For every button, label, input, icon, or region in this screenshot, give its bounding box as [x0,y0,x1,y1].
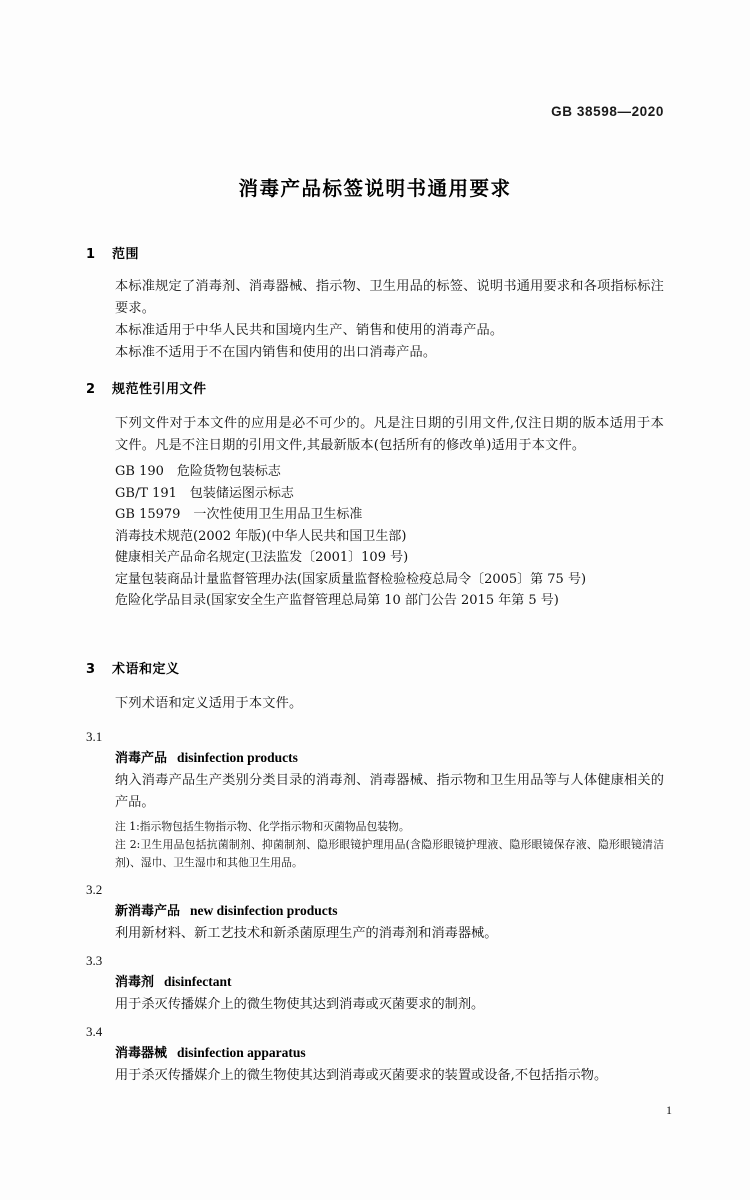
term-name [115,900,664,923]
page-number: 1 [666,1103,672,1117]
section-number: 1 [86,247,96,262]
section-title: 范围 [112,247,140,262]
paragraph: 下列文件对于本文件的应用是必不可少的。凡是注日期的引用文件,仅注日期的版本适用于本文件。凡是不注日期的引用文件,其最新版本(包括所有的修改单)适用于本文件。 [115,416,664,453]
term-name-cn: 消毒器械 [115,1046,168,1061]
reference-item: GB 15979 一次性使用卫生用品卫生标准 [115,507,363,522]
term-name [115,971,664,994]
term-name-en: new disinfection products [190,903,338,918]
section-scope [86,243,664,364]
term-number: 3.1 [86,729,103,744]
term-note: 注 2:卫生用品包括抗菌制剂、抑菌制剂、隐形眼镜护理用品(含隐形眼镜护理液、隐形眼镜保存液、隐形眼镜清洁剂)、湿巾、卫生湿巾和其他卫生用品。 [115,838,664,869]
reference-item: 消毒技术规范(2002 年版)(中华人民共和国卫生部) [115,528,407,544]
paragraph: 本标准规定了消毒剂、消毒器械、指示物、卫生用品的标签、说明书通用要求和各项指标标注要求。 [115,279,664,316]
paragraph: 本标准不适用于不在国内销售和使用的出口消毒产品。 [115,345,437,360]
section-number: 2 [86,382,96,397]
term-name [115,747,664,770]
section-heading [86,658,664,677]
page-title: 消毒产品标签说明书通用要求 [238,177,512,200]
term-definition: 用于杀灭传播媒介上的微生物使其达到消毒或灭菌要求的装置或设备,不包括指示物。 [115,1068,608,1083]
page-content [86,0,672,1200]
term-number: 3.2 [86,882,103,897]
paragraph: 下列术语和定义适用于本文件。 [115,696,303,711]
term-number: 3.3 [86,953,103,968]
reference-item: GB/T 191 包装储运图示标志 [115,485,294,501]
term-name [115,1042,664,1065]
term-number: 3.4 [86,1024,103,1039]
term-name-cn: 新消毒产品 [115,904,181,919]
reference-item: 健康相关产品命名规定(卫法监发〔2001〕109 号) [115,550,409,565]
term-name-en: disinfection apparatus [177,1045,306,1060]
term-name-en: disinfection products [177,750,298,765]
reference-item: 定量包装商品计量监督管理办法(国家质量监督检验检疫总局令〔2005〕第 75 号) [115,571,587,587]
section-title: 术语和定义 [112,662,180,677]
section-number: 3 [86,662,96,677]
term-name-cn: 消毒产品 [115,751,168,766]
section-heading [86,243,664,262]
section-terms-definitions [86,658,664,1087]
section-heading [86,378,664,397]
standard-number: GB 38598—2020 [551,104,664,119]
section-title: 规范性引用文件 [112,382,207,397]
reference-item: 危险化学品目录(国家安全生产监督管理总局第 10 部门公告 2015 年第 5 号) [115,593,559,608]
term-note: 注 1:指示物包括生物指示物、化学指示物和灭菌物品包装物。 [115,820,410,833]
term-definition: 利用新材料、新工艺技术和新杀菌原理生产的消毒剂和消毒器械。 [115,926,498,941]
paragraph: 本标准适用于中华人民共和国境内生产、销售和使用的消毒产品。 [115,323,504,338]
term-definition: 纳入消毒产品生产类别分类目录的消毒剂、消毒器械、指示物和卫生用品等与人体健康相关的产品。 [115,773,664,810]
term-name-en: disinfectant [164,974,232,989]
section-normative-references [86,378,664,612]
term-name-cn: 消毒剂 [115,975,155,990]
term-definition: 用于杀灭传播媒介上的微生物使其达到消毒或灭菌要求的制剂。 [115,997,485,1012]
reference-item: GB 190 危险货物包装标志 [115,464,281,479]
